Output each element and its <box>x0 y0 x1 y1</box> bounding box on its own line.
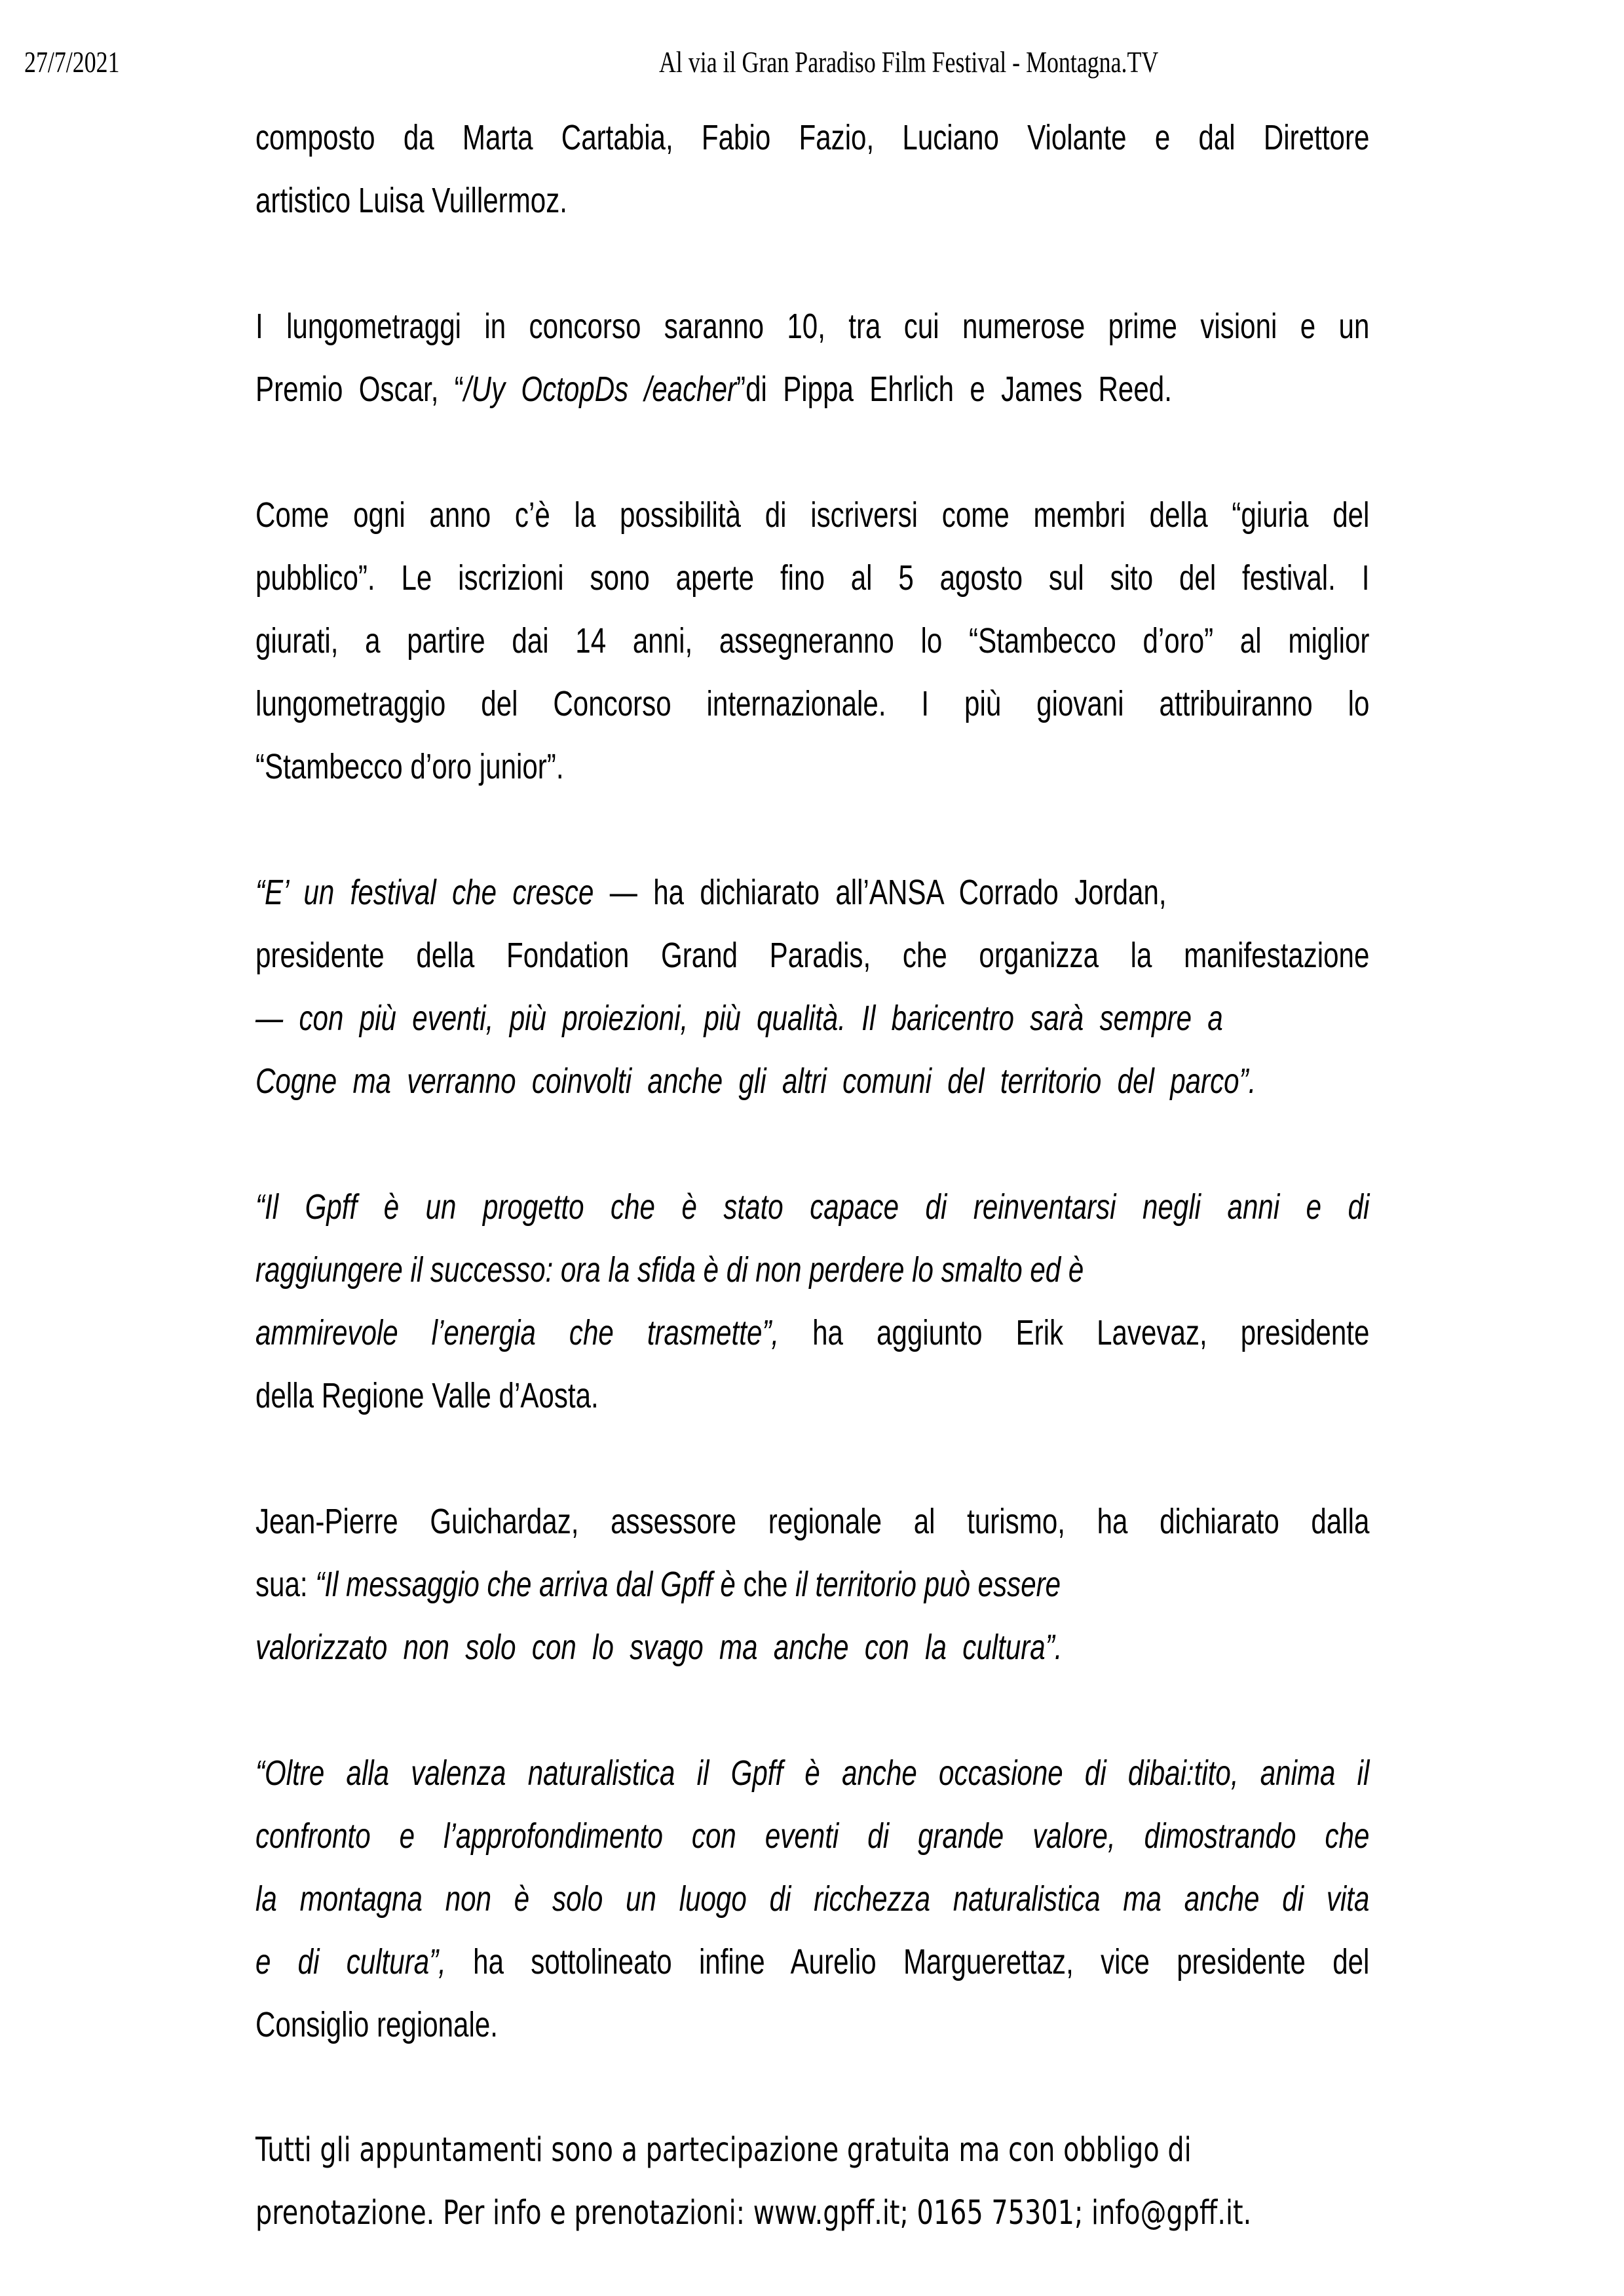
italic-text-segment: confronto e l’approfondimento con eventi di grande valore, dimostrando che <box>255 1816 1370 1856</box>
text-line <box>255 106 1369 169</box>
italic-text-segment: /Uy OctopDs /eacher <box>463 370 737 409</box>
text-line <box>255 861 1369 924</box>
italic-text-segment: “Il Gpff è un progetto che è stato capace di reinventarsi negli anni e di <box>255 1187 1370 1227</box>
text-line <box>255 1238 1369 1301</box>
text-segment: ”di Pippa Ehrlich e James Reed. <box>736 370 1172 409</box>
text-line <box>255 484 1369 546</box>
italic-text-segment: “E’ un festival che cresce <box>255 873 610 912</box>
text-segment: Consiglio regionale. <box>255 2005 498 2044</box>
text-line <box>255 169 1369 232</box>
text-segment: I lungometraggi in concorso saranno 10, tra cui numerose prime visioni e un <box>255 307 1370 346</box>
text-line <box>255 295 1369 358</box>
text-line <box>255 1616 1369 1679</box>
paragraph <box>255 106 1369 232</box>
text-segment: Premio Oscar, “ <box>255 370 464 409</box>
italic-text-segment: “Oltre alla valenza naturalistica il Gpff è anche occasione di dibai:tito, anima il <box>255 1753 1370 1793</box>
italic-text-segment: e di cultura”, <box>255 1942 474 1981</box>
text-segment: “Stambecco d’oro junior”. <box>255 747 564 786</box>
text-line <box>255 1050 1369 1113</box>
text-line <box>255 2119 1369 2182</box>
text-line <box>255 987 1369 1050</box>
text-line <box>255 1490 1369 1553</box>
paragraph <box>255 1490 1369 1679</box>
paragraph <box>255 484 1369 798</box>
italic-text-segment: “Il messaggio che arriva dal Gpff è <box>315 1565 744 1604</box>
text-line <box>255 1930 1369 1993</box>
paragraph <box>255 861 1369 1113</box>
paragraph <box>255 2119 1369 2245</box>
text-segment: Come ogni anno c’è la possibilità di iscriversi come membri della “giuria del <box>255 495 1370 535</box>
text-line <box>255 1553 1369 1616</box>
text-segment: — ha dichiarato all’ANSA Corrado Jordan, <box>609 873 1167 912</box>
print-header-date: 27/7/2021 <box>24 45 120 79</box>
text-segment: pubblico”. Le iscrizioni sono aperte fino al 5 agosto sul sito del festival. I <box>255 558 1370 598</box>
text-segment: composto da Marta Cartabia, Fabio Fazio, Luciano Violante e dal Direttore <box>255 118 1370 157</box>
italic-text-segment: ammirevole l’energia che trasmette”, <box>255 1313 813 1352</box>
text-segment: artistico Luisa Vuillermoz. <box>255 181 567 220</box>
text-segment: prenotazione. Per info e prenotazioni: www.gpff.it; 0165 75301; info@gpff.it. <box>255 2194 1252 2232</box>
text-segment: che <box>743 1565 796 1604</box>
print-header-title: Al via il Gran Paradiso Film Festival - Montagna.TV <box>659 45 1159 79</box>
italic-text-segment: — con più eventi, più proiezioni, più qualità. Il baricentro sarà sempre a <box>255 999 1223 1038</box>
italic-text-segment: Cogne ma verranno coinvolti anche gli altri comuni del territorio del parco”. <box>255 1062 1256 1101</box>
text-segment: sua: <box>255 1565 316 1604</box>
text-line <box>255 672 1369 735</box>
text-line <box>255 1805 1369 1867</box>
text-line <box>255 924 1369 987</box>
italic-text-segment: valorizzato non solo con lo svago ma anche con la cultura”. <box>255 1628 1063 1667</box>
text-line <box>255 1364 1369 1427</box>
text-segment: ha aggiunto Erik Lavevaz, presidente <box>812 1313 1370 1352</box>
text-segment: Tutti gli appuntamenti sono a partecipazione gratuita ma con obbligo di <box>255 2131 1192 2170</box>
text-line <box>255 1301 1369 1364</box>
paragraph <box>255 1176 1369 1427</box>
text-segment: ha sottolineato infine Aurelio Marguerettaz, vice presidente del <box>473 1942 1370 1981</box>
text-segment: della Regione Valle d’Aosta. <box>255 1376 599 1415</box>
paragraph <box>255 1742 1369 2056</box>
text-line <box>255 358 1369 421</box>
italic-text-segment: il territorio può essere <box>795 1565 1061 1604</box>
italic-text-segment: la montagna non è solo un luogo di ricchezza naturalistica ma anche di vita <box>255 1879 1370 1919</box>
paragraph <box>255 295 1369 421</box>
text-line <box>255 609 1369 672</box>
text-line <box>255 2182 1369 2245</box>
text-line <box>255 1993 1369 2056</box>
text-segment: presidente della Fondation Grand Paradis, che organizza la manifestazione <box>255 936 1370 975</box>
text-segment: Jean-Pierre Guichardaz, assessore regionale al turismo, ha dichiarato dalla <box>255 1502 1370 1541</box>
text-segment: lungometraggio del Concorso internazionale. I più giovani attribuiranno lo <box>255 684 1370 723</box>
article-body <box>255 106 1369 2245</box>
text-line <box>255 1742 1369 1805</box>
text-line <box>255 1176 1369 1238</box>
italic-text-segment: raggiungere il successo: ora la sfida è di non perdere lo smalto ed è <box>255 1250 1084 1290</box>
text-segment: giurati, a partire dai 14 anni, assegneranno lo “Stambecco d’oro” al miglior <box>255 621 1370 660</box>
text-line <box>255 1867 1369 1930</box>
text-line <box>255 546 1369 609</box>
text-line <box>255 735 1369 798</box>
